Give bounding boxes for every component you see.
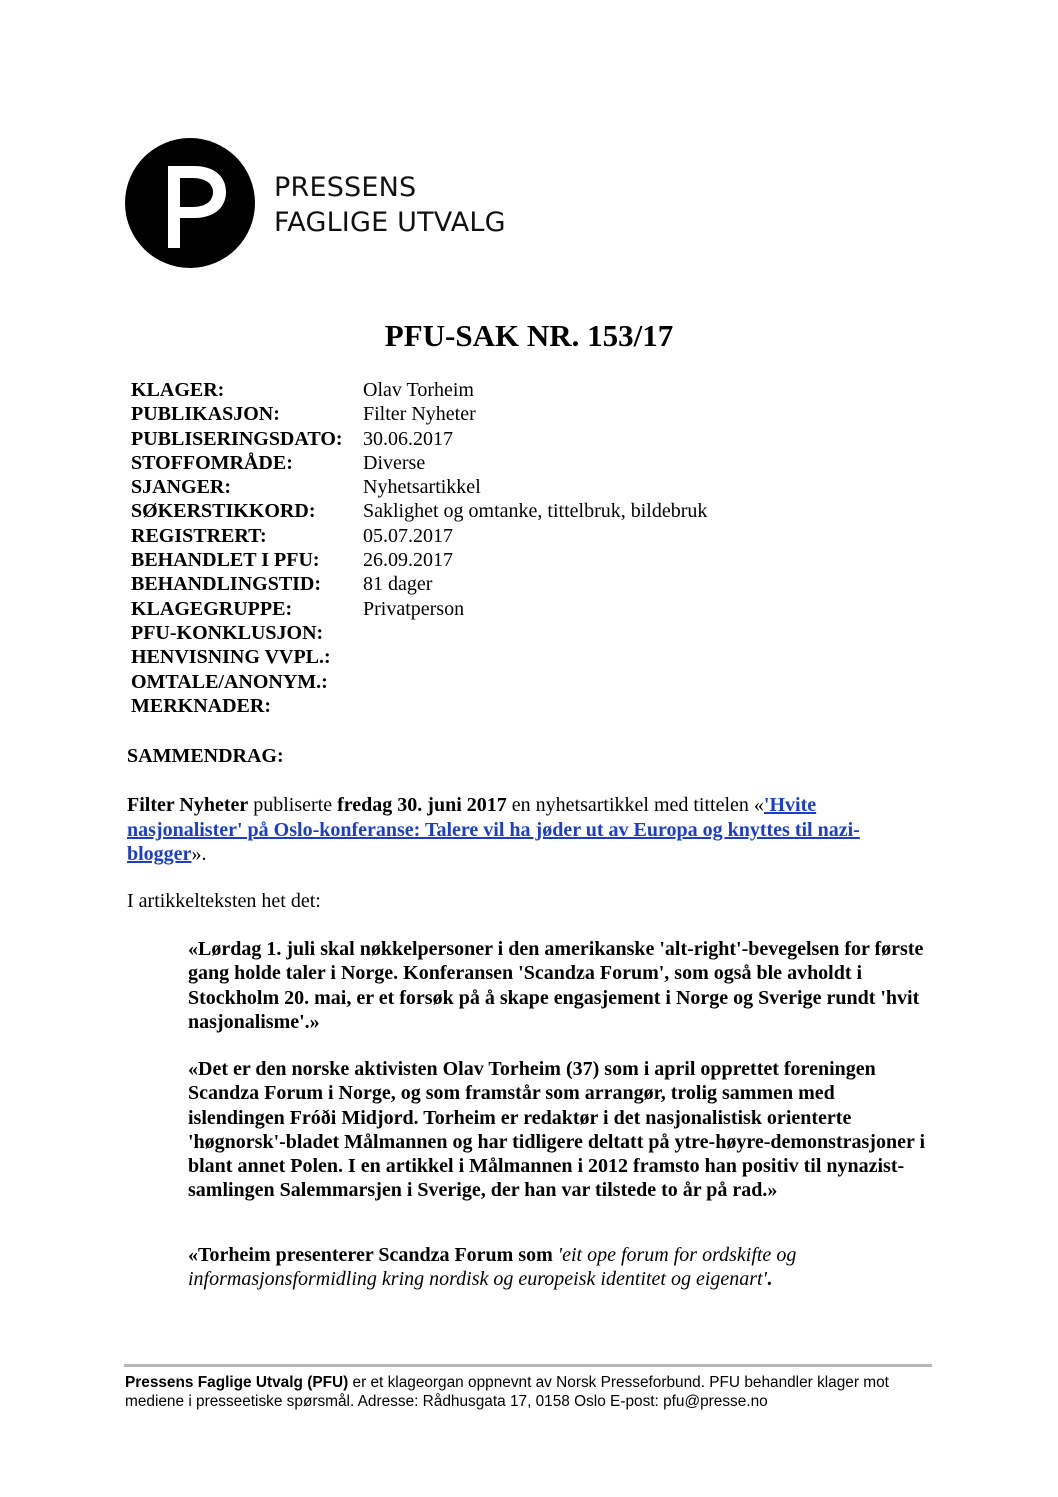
meta-value: Saklighet og omtanke, tittelbruk, bildebruk: [363, 500, 708, 523]
meta-label: STOFFOMRÅDE:: [131, 451, 293, 474]
meta-row-sjanger: [131, 475, 707, 499]
meta-row-konklusjon: [131, 621, 707, 645]
meta-row-henvisning: [131, 645, 707, 669]
meta-label: BEHANDLET I PFU:: [131, 549, 320, 572]
meta-label: PUBLIKASJON:: [131, 403, 280, 426]
meta-label: REGISTRERT:: [131, 524, 267, 547]
meta-row-behandlet: [131, 548, 707, 572]
footer: [125, 1374, 945, 1411]
meta-value: 30.06.2017: [363, 427, 453, 450]
organization-name-line1: PRESSENS: [274, 172, 417, 203]
meta-label: KLAGER:: [131, 379, 225, 401]
meta-row-klager: [131, 378, 707, 402]
footer-divider: [124, 1364, 932, 1367]
quote-italic-text: 'eit ope forum for ordskifte og informasjonsformidling kring nordisk og europeisk identitet og eigenart': [188, 1244, 797, 1291]
meta-label: SJANGER:: [131, 476, 232, 499]
meta-value: Diverse: [363, 451, 426, 474]
meta-label: KLAGEGRUPPE:: [131, 597, 293, 620]
quote-text: .: [766, 1268, 772, 1291]
lead-text: ».: [191, 843, 207, 865]
quote-3: [188, 1243, 933, 1292]
pfu-logo-icon: [124, 138, 256, 268]
meta-row-sokerstikkord: [131, 499, 707, 523]
meta-label: SØKERSTIKKORD:: [131, 500, 316, 523]
meta-row-behandlingstid: [131, 572, 707, 596]
meta-label: PUBLISERINGSDATO:: [131, 427, 343, 450]
publication-name: Filter Nyheter: [127, 794, 249, 816]
meta-value: 26.09.2017: [363, 549, 453, 572]
footer-org-name: Pressens Faglige Utvalg (PFU): [125, 1374, 349, 1391]
meta-value: 05.07.2017: [363, 524, 453, 547]
meta-label: BEHANDLINGSTID:: [131, 573, 322, 596]
meta-label: OMTALE/ANONYM.:: [131, 670, 328, 693]
meta-value: Olav Torheim: [363, 379, 474, 401]
meta-label: MERKNADER:: [131, 694, 271, 717]
lead-text: publiserte: [248, 794, 338, 816]
meta-label: PFU-KONKLUSJON:: [131, 621, 324, 644]
meta-row-klagegruppe: [131, 597, 707, 621]
meta-value: Filter Nyheter: [363, 403, 476, 426]
meta-row-registrert: [131, 524, 707, 548]
meta-row-merknader: [131, 694, 707, 718]
quote-2: «Det er den norske aktivisten Olav Torheim (37) som i april opprettet foreningen Scandza Forum i Norge, og som framstår som arrangør, trolig sammen med islendingen Fróði Midjord. Torheim er redaktør i det nasjonalistisk orienterte 'høgnorsk'-bladet Målmannen og har tidligere deltatt på ytre-høyre-demonstrasjoner i blant annet Polen. I en artikkel i Målmannen i 2012 framsto han positiv til nynazist-samlingen Salemmarsjen i Sverige, der han var tilstede to år på rad.»: [188, 1058, 926, 1202]
article-link[interactable]: 'Hvite nasjonalister' på Oslo-konferanse: Talere vil ha jøder ut av Europa og knyttes til nazi-blogger: [127, 794, 860, 865]
summary-heading: SAMMENDRAG:: [127, 745, 284, 767]
meta-row-publikasjon: [131, 402, 707, 426]
meta-row-omtale: [131, 670, 707, 694]
organization-name-line2: FAGLIGE UTVALG: [274, 207, 506, 238]
meta-value: Nyhetsartikkel: [363, 476, 481, 499]
publication-date: fredag 30. juni 2017: [337, 794, 507, 816]
meta-value: Privatperson: [363, 597, 465, 620]
meta-row-stoffomrade: [131, 451, 707, 475]
meta-value: 81 dager: [363, 573, 433, 596]
quote-1: «Lørdag 1. juli skal nøkkelpersoner i den amerikanske 'alt-right'-bevegelsen for første gang holde taler i Norge. Konferansen 'Scandza Forum', som også ble avholdt i Stockholm 20. mai, er et forsøk på å skape engasjement i Norge og Sverige rundt 'hvit nasjonalisme'.»: [188, 938, 924, 1033]
lead-text: en nyhetsartikkel med tittelen «: [506, 794, 764, 816]
lead-paragraph: [127, 793, 917, 867]
intro-line: I artikkelteksten het det:: [127, 890, 321, 912]
quote-text: «Torheim presenterer Scandza Forum som: [188, 1244, 558, 1266]
meta-label: HENVISNING VVPL.:: [131, 646, 331, 669]
meta-row-publiseringsdato: [131, 427, 707, 451]
case-metadata-table: [131, 378, 707, 718]
page-title: PFU-SAK NR. 153/17: [384, 318, 674, 353]
footer-text: er et klageorgan oppnevnt av Norsk Presseforbund. PFU behandler klager mot mediene i presseetiske spørsmål. Adresse: Rådhusgata 17, 0158 Oslo E-post: pfu@presse.no: [125, 1374, 889, 1410]
